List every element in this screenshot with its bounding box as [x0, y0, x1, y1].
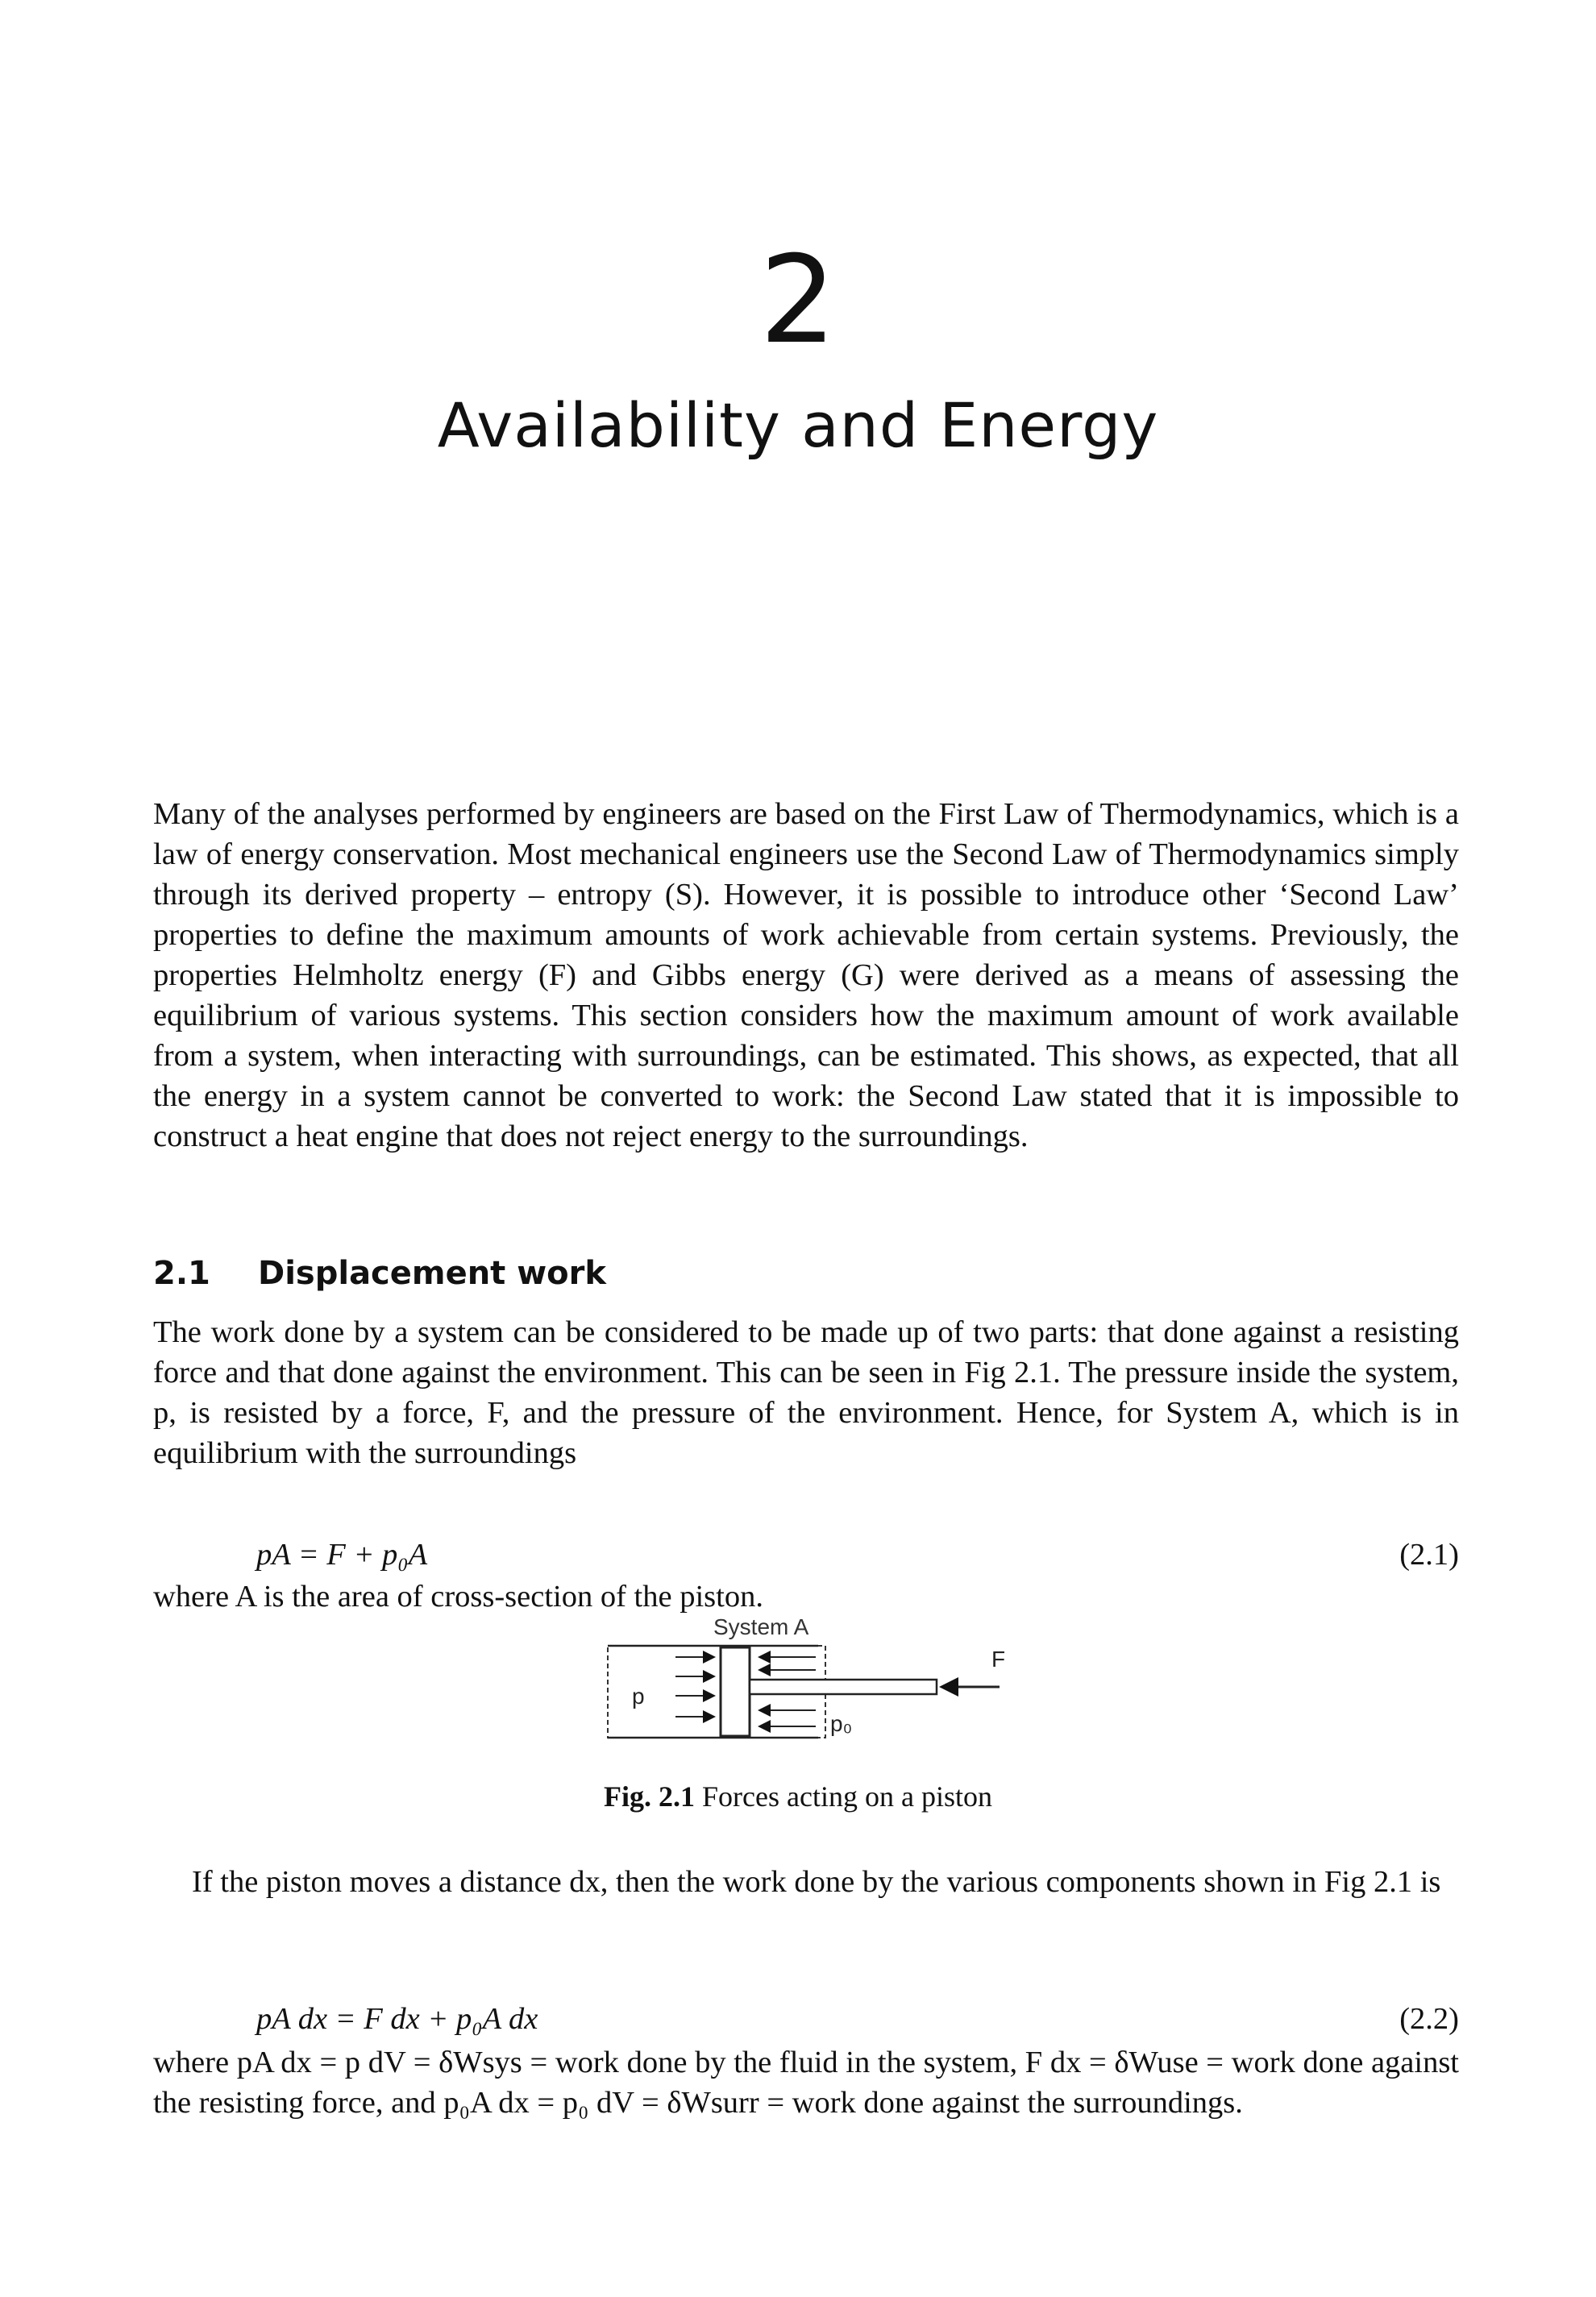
- paragraph-2: [153, 1862, 1459, 1902]
- where-statement-1: where A is the area of cross-section of the piston.: [153, 1580, 763, 1614]
- force-label: F: [991, 1647, 1006, 1672]
- equation-2: [153, 1999, 1459, 2041]
- section-number: 2.1: [153, 1255, 210, 1292]
- equation-2-expression: pA dx = F dx + p₀A dx: [256, 2002, 538, 2036]
- paragraph-3: where pA dx = p dV = δWsys = work done by the fluid in the system, F dx = δWuse = work done against the resisting force, and p₀A dx = p₀ dV = δWsurr = work done against the surroundings.: [153, 2046, 1459, 2120]
- pressure-label: p: [632, 1684, 645, 1709]
- intro-paragraph: Many of the analyses performed by engineers are based on the First Law of Thermodynamics, which is a law of energy conservation. Most mechanical engineers use the Second Law of Thermodynamics simply through its derived property – entropy (S). However, it is possible to introduce other ‘Second Law’ properties to define the maximum amounts of work achievable from certain systems. Previously, the properties Helmholtz energy (F) and Gibbs energy (G) were derived as a means of assessing the equilibrium of various systems. This section considers how the maximum amount of work available from a system, when interacting with surroundings, can be estimated. This shows, as expected, that all the energy in a system cannot be converted to work: the Second Law stated that it is impossible to construct a heat engine that does not reject energy to the surroundings.: [153, 797, 1459, 1153]
- figure-caption-label: Fig. 2.1: [604, 1780, 696, 1813]
- equation-1-number: (2.1): [1399, 1538, 1459, 1572]
- piston-figure: [596, 1610, 1016, 1772]
- paragraph-2-text: If the piston moves a distance dx, then the work done by the various components shown in Fig 2.1 is: [192, 1865, 1441, 1899]
- equation-1: [153, 1535, 1459, 1576]
- equation-2-number: (2.2): [1399, 2002, 1459, 2036]
- piston-diagram: [596, 1610, 1016, 1772]
- ambient-pressure-label: p₀: [830, 1711, 853, 1736]
- internal-pressure-arrows: [675, 1657, 714, 1717]
- chapter-number: 2: [759, 231, 837, 371]
- figure-caption-text: Forces acting on a piston: [702, 1780, 992, 1813]
- piston-rod: [750, 1680, 937, 1694]
- chapter-title: Availability and Energy: [437, 389, 1159, 461]
- piston: [721, 1647, 750, 1736]
- system-label: System A: [713, 1614, 809, 1639]
- equation-1-expression: pA = F + p₀A: [256, 1538, 428, 1572]
- section-title: Displacement work: [258, 1255, 606, 1292]
- figure-caption: [0, 1778, 1596, 1815]
- section-heading: [153, 1253, 606, 1294]
- paragraph-1: The work done by a system can be considered to be made up of two parts: that done against a resisting force and that done against the environment. This can be seen in Fig 2.1. The pressure inside the system, p, is resisted by a force, F, and the pressure of the environment. Hence, for System A, which is in equilibrium with the surroundings: [153, 1315, 1459, 1470]
